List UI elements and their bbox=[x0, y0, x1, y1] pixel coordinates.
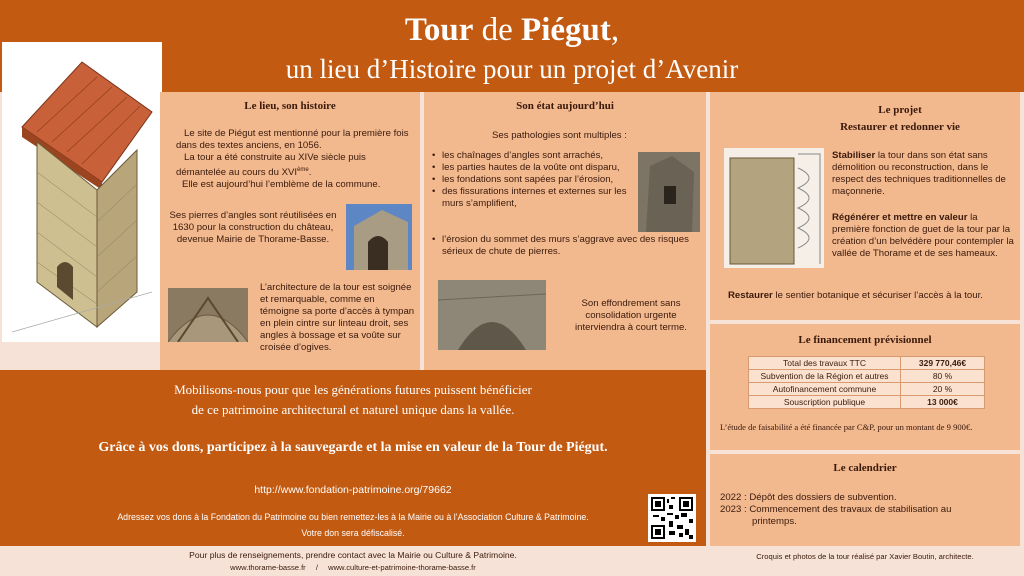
calendrier-title: Le calendrier bbox=[833, 462, 897, 474]
financement-table bbox=[748, 356, 985, 409]
projet-regenerer-bold: Régénérer et mettre en valeur bbox=[832, 212, 968, 223]
pathology-item: • les parties hautes de la voûte ont disparu, bbox=[432, 162, 637, 174]
donation-link[interactable]: http://www.fondation-patrimoine.org/79662 bbox=[254, 484, 452, 496]
table-row bbox=[749, 383, 985, 396]
table-cell-value: 329 770,46€ bbox=[901, 357, 985, 370]
panel-calendrier bbox=[710, 454, 1020, 546]
table-cell-value: 13 000€ bbox=[901, 396, 985, 409]
lieu-text-1b bbox=[176, 152, 412, 179]
table-cell-label: Total des travaux TTC bbox=[749, 357, 901, 370]
calendrier-line-3: printemps. bbox=[752, 516, 797, 527]
lieu-paragraph-2: Ses pierres d’angles sont réutilisées en 1630 pour la construction du château, devenue Mairie de Thorame-Basse. bbox=[169, 210, 337, 245]
appeal-band bbox=[0, 370, 706, 546]
title-comma: , bbox=[610, 12, 620, 48]
foundation-photo bbox=[438, 280, 546, 350]
table-row bbox=[749, 357, 985, 370]
lieu-text-1b-sup: ème bbox=[297, 167, 309, 173]
pathology-item: • les chaînages d’angles sont arrachés, bbox=[432, 150, 637, 162]
pathology-item: • les fondations sont sapées par l’érosion, bbox=[432, 174, 637, 186]
appeal-call-to-action: Grâce à vos dons, participez à la sauvegarde et la mise en valeur de la Tour de Piégut. bbox=[98, 440, 608, 455]
financement-title: Le financement prévisionnel bbox=[798, 334, 932, 346]
pathology-item: • des fissurations internes et externes sur les murs s’amplifient, bbox=[432, 186, 637, 210]
footer-right bbox=[706, 546, 1024, 576]
calendrier-line-1: 2022 : Dépôt des dossiers de subvention. bbox=[720, 492, 897, 503]
panel-projet bbox=[710, 92, 1020, 320]
qr-code-icon[interactable] bbox=[648, 494, 696, 542]
panel-etat bbox=[424, 92, 706, 370]
financement-note: L’étude de faisabilité a été financée par C&P, pour un montant de 9 900€. bbox=[720, 422, 973, 432]
etat-conclusion: Son effondrement sans consolidation urgente interviendra à court terme. bbox=[575, 298, 687, 333]
lieu-title: Le lieu, son histoire bbox=[244, 100, 336, 112]
projet-stabiliser-text: la tour dans son état sans démolition ou reconstruction, dans le respect des techniques traditionnelles de maçonnerie. bbox=[832, 150, 1006, 197]
projet-subtitle: Restaurer et redonner vie bbox=[840, 121, 960, 133]
projet-title: Le projet bbox=[878, 104, 922, 116]
appeal-line-2: de ce patrimoine architectural et naturel unique dans la vallée. bbox=[191, 402, 515, 417]
projet-regenerer-text: la première fonction de guet de la tour par la création d’un belvédère pour contempler la vallée de Thorame et de ses hameaux. bbox=[832, 212, 1014, 259]
lieu-paragraph-1 bbox=[176, 128, 412, 191]
projet-restaurer-text: le sentier botanique et sécuriser l’accès à la tour. bbox=[772, 290, 983, 301]
table-row bbox=[749, 370, 985, 383]
projet-stabiliser bbox=[832, 150, 1012, 198]
table-cell-label: Subvention de la Région et autres bbox=[749, 370, 901, 383]
lieu-text-1b-main: La tour a été construite au XIVe siècle puis démantelée au cours du XVI bbox=[176, 152, 366, 179]
title-word-de: de bbox=[481, 12, 513, 48]
table-cell-value: 80 % bbox=[901, 370, 985, 383]
table-cell-value: 20 % bbox=[901, 383, 985, 396]
footer-link-association[interactable]: www.culture-et-patrimoine-thorame-basse.fr bbox=[328, 563, 476, 572]
footer-left bbox=[0, 546, 706, 576]
footer-links bbox=[0, 563, 706, 572]
panel-financement bbox=[710, 324, 1020, 450]
lieu-text-1c: Elle est aujourd’hui l’emblème de la commune. bbox=[182, 179, 381, 191]
etat-pathology-list bbox=[432, 150, 637, 210]
appeal-line-1: Mobilisons-nous pour que les générations futures puissent bénéficier bbox=[174, 382, 532, 397]
title-word-piegut: Piégut bbox=[521, 12, 611, 48]
projet-restaurer bbox=[728, 290, 1016, 302]
vault-photo bbox=[168, 288, 248, 342]
table-row bbox=[749, 396, 985, 409]
projet-regenerer bbox=[832, 212, 1014, 260]
footer-contact: Pour plus de renseignements, prendre contact avec la Mairie ou Culture & Patrimoine. bbox=[189, 550, 517, 560]
page-subtitle: un lieu d’Histoire pour un projet d’Avenir bbox=[285, 54, 739, 84]
footer-link-mairie[interactable]: www.thorame-basse.fr bbox=[230, 563, 306, 572]
panel-lieu-histoire bbox=[160, 92, 420, 370]
etat-title: Son état aujourd’hui bbox=[516, 100, 614, 112]
projet-restaurer-bold: Restaurer bbox=[728, 290, 773, 301]
pathology-item: • l’érosion du sommet des murs s’aggrave avec des risques sérieux de chute de pierres. bbox=[432, 234, 700, 258]
footer-separator: / bbox=[315, 563, 318, 572]
etat-pathology-list-2 bbox=[432, 234, 700, 258]
table-cell-label: Autofinancement commune bbox=[749, 383, 901, 396]
title-word-tour: Tour bbox=[404, 12, 474, 48]
projet-sketch bbox=[724, 148, 824, 268]
ruin-photo bbox=[638, 152, 700, 232]
footer-credit: Croquis et photos de la tour réalisé par Xavier Boutin, architecte. bbox=[756, 552, 974, 561]
calendrier-line-2: 2023 : Commencement des travaux de stabilisation au bbox=[720, 504, 952, 515]
lieu-text-1a: Le site de Piégut est mentionné pour la première fois dans des textes anciens, en 1056. bbox=[176, 128, 409, 151]
lieu-text-1b-end: . bbox=[308, 167, 312, 179]
chateau-photo bbox=[346, 204, 412, 270]
etat-intro: Ses pathologies sont multiples : bbox=[492, 130, 627, 141]
table-cell-label: Souscription publique bbox=[749, 396, 901, 409]
projet-stabiliser-bold: Stabiliser bbox=[832, 150, 876, 161]
tower-sketch bbox=[2, 42, 162, 342]
appeal-address-text: Adressez vos dons à la Fondation du Patrimoine ou bien remettez-les à la Mairie ou à l’Association Culture & Patrimoine. bbox=[117, 512, 589, 522]
appeal-tax-text: Votre don sera défiscalisé. bbox=[301, 528, 405, 538]
lieu-paragraph-3: L’architecture de la tour est soignée et remarquable, comme en témoigne sa porte d’accès à tympan en plein cintre sur linteau droit, ses angles à bossage et sa voûte sur croisée d’ogives. bbox=[260, 282, 415, 353]
